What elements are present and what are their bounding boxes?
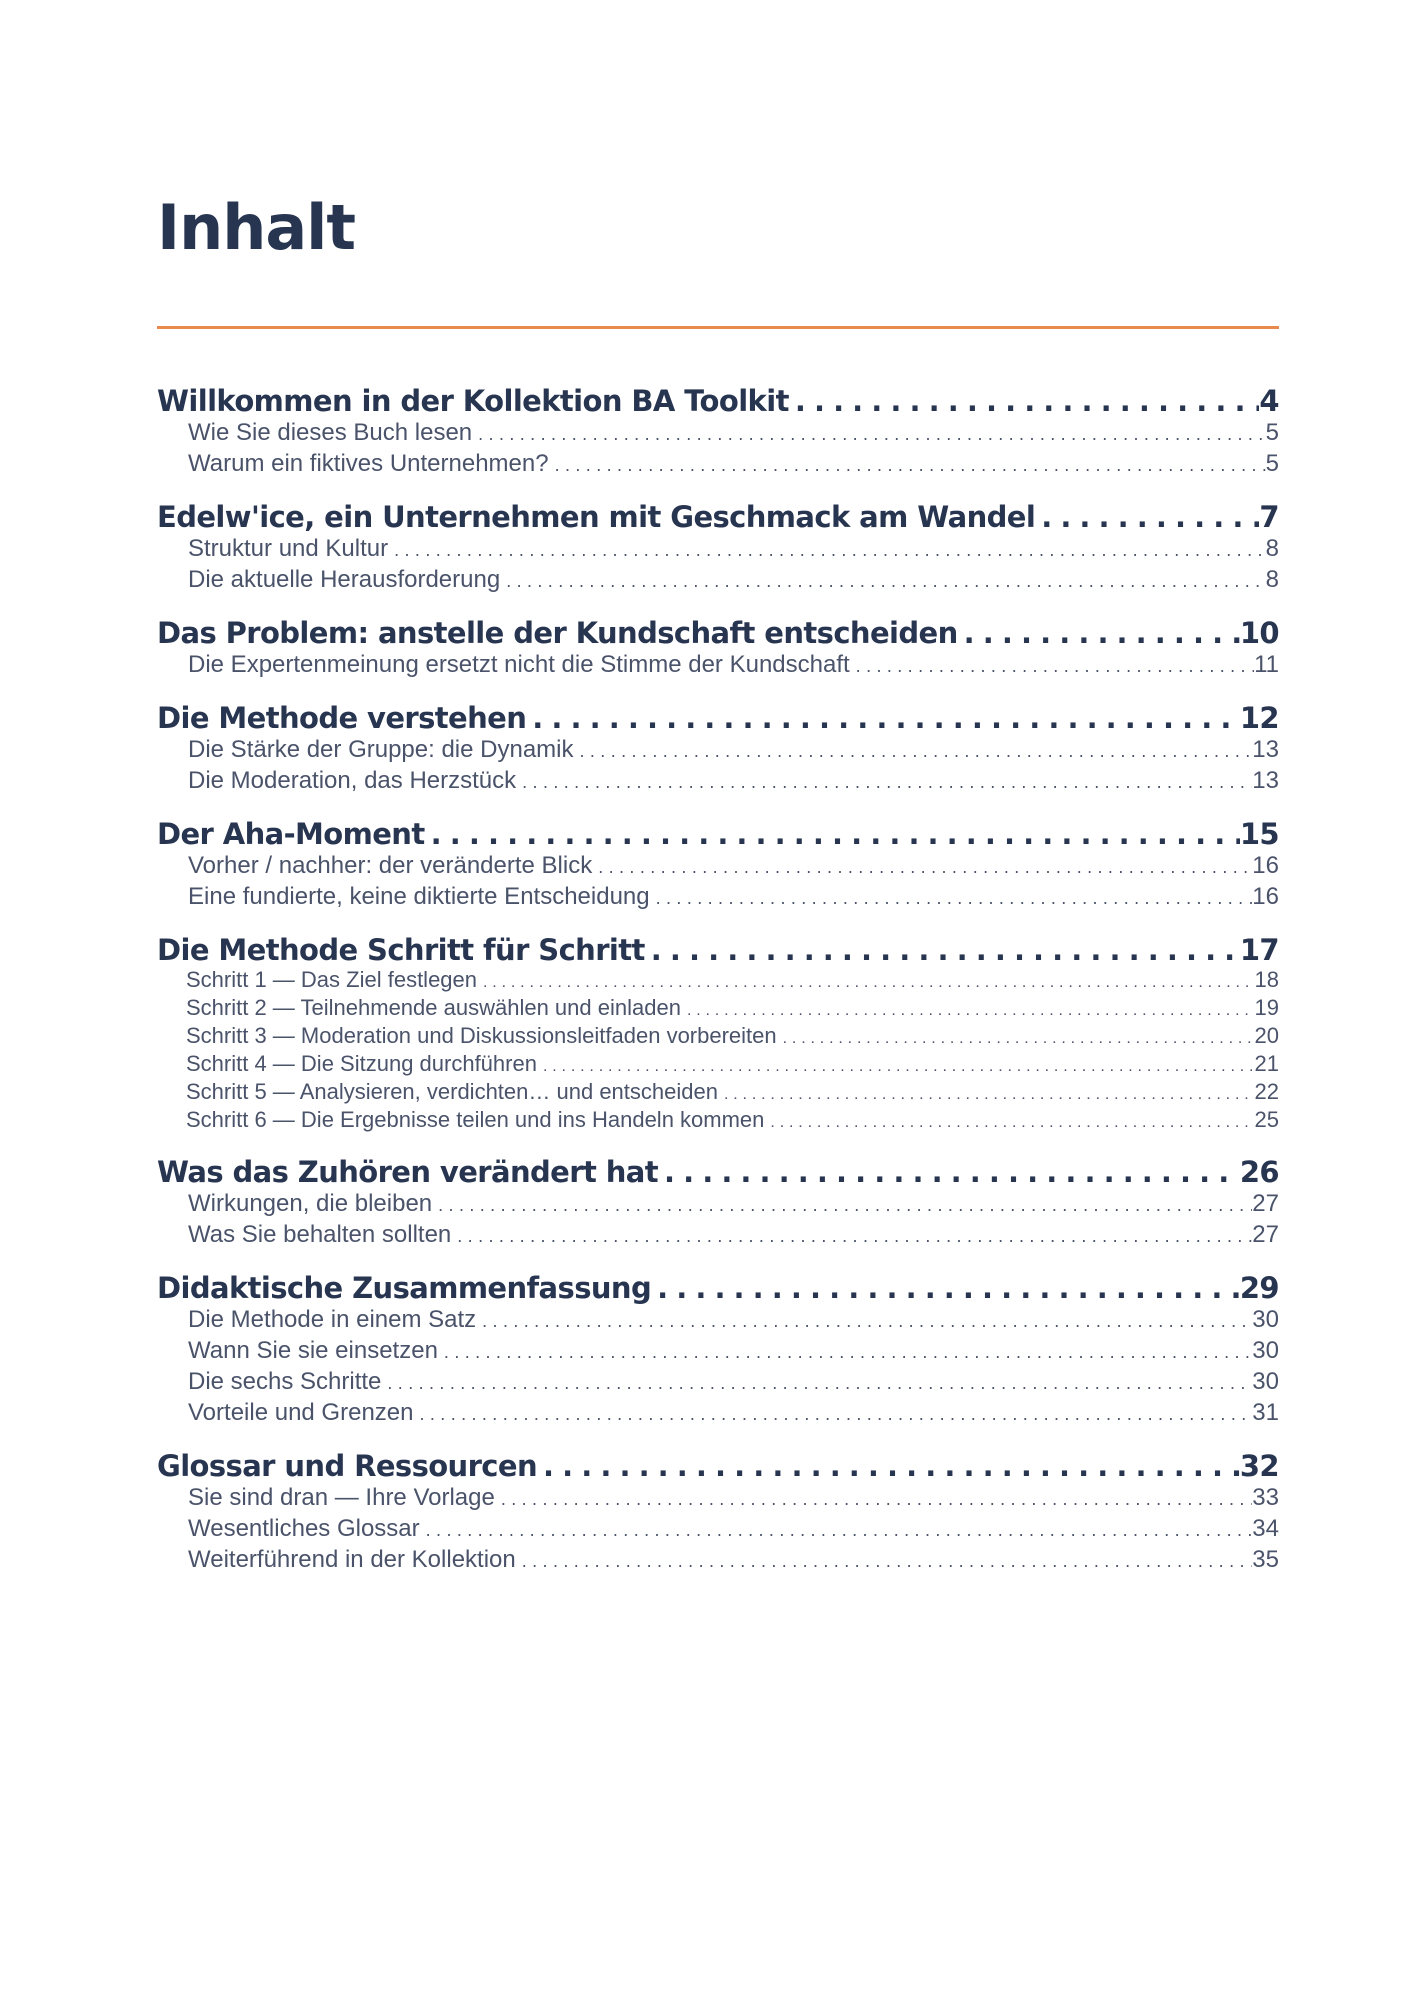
toc-dot-leader: [592, 853, 1252, 882]
toc-section-title: Wesentliches Glossar: [188, 1515, 420, 1542]
toc-chapter-page: 32: [1239, 1449, 1279, 1483]
toc-dot-leader: [777, 1026, 1255, 1051]
toc-dot-leader: [650, 884, 1253, 913]
toc-section-page: 22: [1254, 1079, 1279, 1104]
toc-section-page: 27: [1252, 1221, 1279, 1248]
toc-dot-leader: [718, 1082, 1255, 1107]
title-divider: [157, 326, 1279, 329]
toc-section-entry[interactable]: [157, 1079, 1279, 1107]
toc-section-entry[interactable]: [157, 1336, 1279, 1367]
toc-chapter-entry[interactable]: [157, 933, 1279, 967]
toc-dot-leader: [420, 1516, 1253, 1545]
toc-section-entry[interactable]: [157, 650, 1279, 681]
toc-dot-leader: [651, 1271, 1240, 1305]
toc-section-entry[interactable]: [157, 1189, 1279, 1220]
toc-section-page: 16: [1252, 883, 1279, 910]
toc-section-title: Schritt 4 — Die Sitzung durchführen: [186, 1051, 537, 1076]
toc-chapter-title: Die Methode Schritt für Schritt: [157, 933, 645, 967]
toc-chapter-entry[interactable]: [157, 817, 1279, 851]
toc-dot-leader: [850, 652, 1254, 681]
toc-section-title: Wirkungen, die bleiben: [188, 1190, 433, 1217]
toc-dot-leader: [537, 1449, 1240, 1483]
toc-section-title: Schritt 2 — Teilnehmende auswählen und einladen: [186, 995, 681, 1020]
toc-section-page: 21: [1254, 1051, 1279, 1076]
toc-dot-leader: [574, 737, 1253, 766]
toc-section-page: 8: [1265, 535, 1279, 562]
toc-dot-leader: [438, 1338, 1252, 1367]
toc-section-page: 31: [1252, 1399, 1279, 1426]
toc-section-title: Die Expertenmeinung ersetzt nicht die Stimme der Kundschaft: [188, 651, 850, 678]
toc-section-page: 19: [1254, 995, 1279, 1020]
toc-section-title: Die Stärke der Gruppe: die Dynamik: [188, 736, 574, 763]
toc-dot-leader: [516, 1547, 1253, 1576]
toc-dot-leader: [958, 616, 1240, 650]
toc-chapter-page: 17: [1239, 933, 1279, 967]
toc-dot-leader: [451, 1222, 1252, 1251]
toc-section-page: 27: [1252, 1190, 1279, 1217]
toc-section-title: Struktur und Kultur: [188, 535, 389, 562]
toc-section-title: Schritt 3 — Moderation und Diskussionsleitfaden vorbereiten: [186, 1023, 777, 1048]
toc-section-page: 8: [1265, 566, 1279, 593]
toc-section-entry[interactable]: [157, 766, 1279, 797]
toc-chapter-page: 29: [1239, 1271, 1279, 1305]
toc-dot-leader: [658, 1155, 1240, 1189]
toc-section-entry[interactable]: [157, 449, 1279, 480]
toc-dot-leader: [764, 1110, 1254, 1135]
toc-section-entry[interactable]: [157, 1514, 1279, 1545]
toc-section-entry[interactable]: [157, 1220, 1279, 1251]
toc-chapter-title: Glossar und Ressourcen: [157, 1449, 537, 1483]
toc-dot-leader: [472, 420, 1265, 449]
toc-section-page: 13: [1252, 736, 1279, 763]
toc-dot-leader: [381, 1369, 1252, 1398]
toc-dot-leader: [789, 384, 1260, 418]
toc-section-title: Schritt 5 — Analysieren, verdichten… und entscheiden: [186, 1079, 718, 1104]
toc-section-entry[interactable]: [157, 1305, 1279, 1336]
toc-chapter-title: Die Methode verstehen: [157, 701, 527, 735]
toc-dot-leader: [681, 998, 1255, 1023]
toc-section-page: 30: [1252, 1368, 1279, 1395]
toc-section-entry[interactable]: [157, 418, 1279, 449]
toc-section-entry[interactable]: [157, 534, 1279, 565]
toc-dot-leader: [645, 933, 1240, 967]
toc-chapter-entry[interactable]: [157, 1155, 1279, 1189]
toc-section-page: 5: [1265, 419, 1279, 446]
toc-section-entry[interactable]: [157, 995, 1279, 1023]
toc-section-title: Die Methode in einem Satz: [188, 1306, 477, 1333]
toc-dot-leader: [495, 1485, 1252, 1514]
toc-chapter-entry[interactable]: [157, 384, 1279, 418]
toc-chapter-title: Edelw'ice, ein Unternehmen mit Geschmack am Wandel: [157, 500, 1036, 534]
toc-section-title: Sie sind dran — Ihre Vorlage: [188, 1484, 495, 1511]
toc-section-title: Schritt 1 — Das Ziel festlegen: [186, 967, 478, 992]
toc-chapter-title: Der Aha-Moment: [157, 817, 425, 851]
toc-chapter-page: 12: [1239, 701, 1279, 735]
toc-chapter-page: 26: [1239, 1155, 1279, 1189]
toc-chapter-page: 15: [1239, 817, 1279, 851]
toc-section-title: Die aktuelle Herausforderung: [188, 566, 501, 593]
toc-section-entry[interactable]: [157, 882, 1279, 913]
toc-chapter-title: Willkommen in der Kollektion BA Toolkit: [157, 384, 789, 418]
toc-section-page: 30: [1252, 1337, 1279, 1364]
toc-dot-leader: [526, 701, 1240, 735]
toc-section-entry[interactable]: [157, 1023, 1279, 1051]
toc-section-title: Die Moderation, das Herzstück: [188, 767, 517, 794]
toc-chapter-entry[interactable]: [157, 1271, 1279, 1305]
toc-section-page: 34: [1252, 1515, 1279, 1542]
page-title: Inhalt: [157, 191, 356, 264]
toc-chapter-entry[interactable]: [157, 500, 1279, 534]
toc-dot-leader: [477, 970, 1255, 995]
toc-section-title: Die sechs Schritte: [188, 1368, 382, 1395]
toc-section-title: Vorher / nachher: der veränderte Blick: [188, 852, 593, 879]
toc-chapter-title: Das Problem: anstelle der Kundschaft entscheiden: [157, 616, 958, 650]
toc-dot-leader: [516, 768, 1252, 797]
toc-section-title: Weiterführend in der Kollektion: [188, 1546, 516, 1573]
toc-section-entry[interactable]: [157, 1398, 1279, 1429]
toc-section-entry[interactable]: [157, 735, 1279, 766]
toc-section-title: Schritt 6 — Die Ergebnisse teilen und ins Handeln kommen: [186, 1107, 765, 1132]
toc-chapter-title: Was das Zuhören verändert hat: [157, 1155, 658, 1189]
toc-chapter-title: Didaktische Zusammenfassung: [157, 1271, 652, 1305]
toc-dot-leader: [425, 817, 1240, 851]
toc-dot-leader: [1035, 500, 1259, 534]
toc-section-entry[interactable]: [157, 1107, 1279, 1135]
toc-section-page: 5: [1265, 450, 1279, 477]
table-of-contents: [157, 384, 1279, 1576]
toc-section-title: Was Sie behalten sollten: [188, 1221, 452, 1248]
toc-section-title: Wann Sie sie einsetzen: [188, 1337, 438, 1364]
toc-chapter-entry[interactable]: [157, 1449, 1279, 1483]
toc-dot-leader: [549, 451, 1266, 480]
toc-section-page: 11: [1254, 651, 1279, 678]
toc-section-page: 20: [1254, 1023, 1279, 1048]
toc-section-title: Warum ein fiktives Unternehmen?: [188, 450, 549, 477]
toc-chapter-page: 7: [1259, 500, 1279, 534]
toc-section-page: 18: [1254, 967, 1279, 992]
toc-dot-leader: [476, 1307, 1252, 1336]
toc-dot-leader: [413, 1400, 1252, 1429]
toc-chapter-entry[interactable]: [157, 701, 1279, 735]
toc-section-page: 13: [1252, 767, 1279, 794]
toc-section-entry[interactable]: [157, 967, 1279, 995]
toc-dot-leader: [388, 536, 1266, 565]
toc-section-title: Wie Sie dieses Buch lesen: [188, 419, 473, 446]
toc-dot-leader: [432, 1191, 1252, 1220]
toc-section-page: 16: [1252, 852, 1279, 879]
toc-section-page: 25: [1254, 1107, 1279, 1132]
toc-section-entry[interactable]: [157, 1545, 1279, 1576]
toc-section-title: Vorteile und Grenzen: [188, 1399, 414, 1426]
toc-chapter-page: 10: [1239, 616, 1279, 650]
toc-chapter-page: 4: [1259, 384, 1279, 418]
toc-section-entry[interactable]: [157, 565, 1279, 596]
toc-section-page: 33: [1252, 1484, 1279, 1511]
toc-dot-leader: [537, 1054, 1255, 1079]
toc-section-title: Eine fundierte, keine diktierte Entscheidung: [188, 883, 650, 910]
toc-dot-leader: [500, 567, 1265, 596]
toc-section-page: 35: [1252, 1546, 1279, 1573]
toc-section-entry[interactable]: [157, 1051, 1279, 1079]
toc-section-entry[interactable]: [157, 851, 1279, 882]
toc-section-entry[interactable]: [157, 1367, 1279, 1398]
toc-chapter-entry[interactable]: [157, 616, 1279, 650]
toc-section-page: 30: [1252, 1306, 1279, 1333]
toc-section-entry[interactable]: [157, 1483, 1279, 1514]
